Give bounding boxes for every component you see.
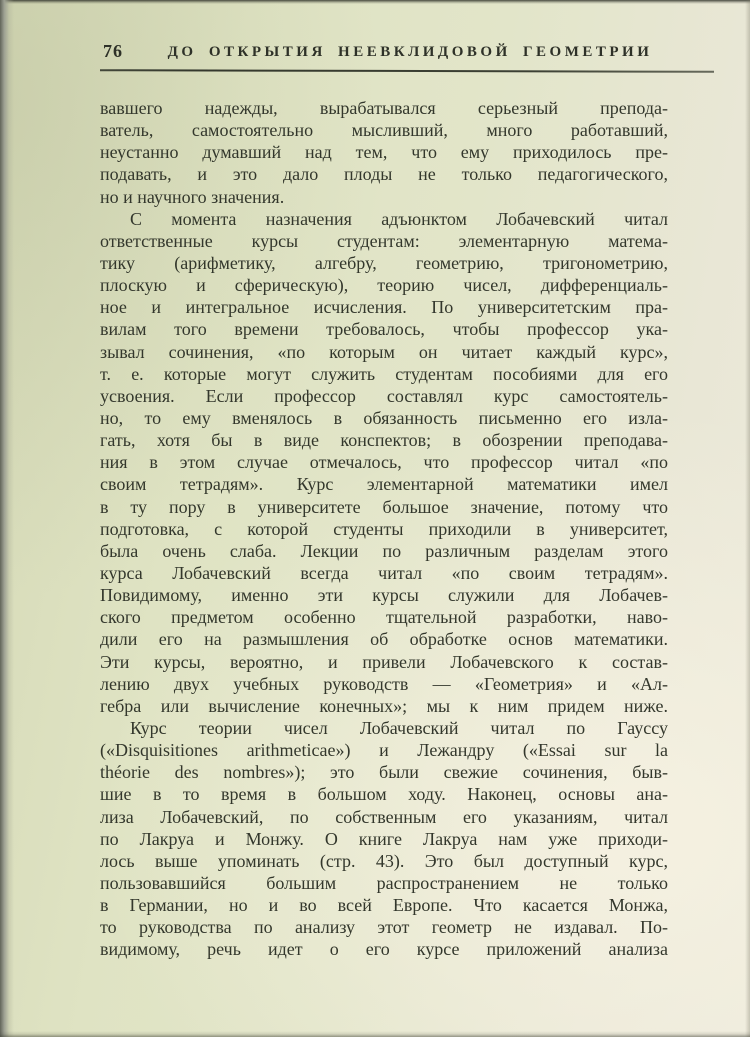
text-line: вавшего надежды, вырабатывался серьезный препода- xyxy=(100,98,668,118)
text-line: зывал сочинения, «по которым он читает каждый курс», xyxy=(100,341,668,362)
text-line: плоскую и сферическую), теорию чисел, дифференциаль- xyxy=(100,275,668,296)
text-line: ватель, самостоятельно мысливший, много работавший, xyxy=(100,120,668,141)
text-line: вилам того времени требовалось, чтобы профессор ука- xyxy=(100,319,668,340)
text-line: шие в то время в большом ходу. Наконец, основы ана- xyxy=(100,784,668,805)
text-line: тику (арифметику, алгебру, геометрию, тригонометрию, xyxy=(100,252,668,273)
text-line: ответственные курсы студентам: элементарную матема- xyxy=(100,230,668,251)
text-line: лению двух учебных руководств — «Геометрия» и «Ал- xyxy=(100,673,668,694)
text-line: гать, хотя бы в виде конспектов; в обозрении преподава- xyxy=(100,430,668,451)
text-line: гебра или вычисление конечных»; мы к ним придем ниже. xyxy=(100,695,668,716)
text-line: усвоения. Если профессор составлял курс самостоятель- xyxy=(100,385,668,406)
text-line: («Disquisitiones arithmeticae») и Лежандру («Essai sur la xyxy=(100,740,668,761)
text-line: С момента назначения адъюнктом Лобачевский читал xyxy=(130,208,668,229)
text-line: лиза Лобачевский, по собственным его указаниям, читал xyxy=(100,806,668,827)
text-block xyxy=(100,97,668,960)
text-line: была очень слаба. Лекции по различным разделам этого xyxy=(100,540,668,561)
text-line: Повидимому, именно эти курсы служили для Лобачев- xyxy=(100,585,668,606)
page-number: 76 xyxy=(103,41,123,61)
text-line: пользовавшийся большим распространением не только xyxy=(100,872,668,893)
text-line: подготовка, с которой студенты приходили в университет, xyxy=(100,518,668,539)
text-line: Курс теории чисел Лобачевский читал по Гауссу xyxy=(130,717,668,738)
text-line: своим тетрадям». Курс элементарной математики имел xyxy=(100,474,668,495)
text-line: в Германии, но и во всей Европе. Что касается Монжа, xyxy=(100,895,668,916)
running-head: ДО ОТКРЫТИЯ НЕЕВКЛИДОВОЙ ГЕОМЕТРИИ xyxy=(167,44,653,60)
text-line: видимому, речь идет о его курсе приложений анализа xyxy=(100,939,668,960)
text-line: по Лакруа и Монжу. О книге Лакруа нам уже приходи- xyxy=(100,828,668,849)
paragraph xyxy=(100,717,668,961)
paragraph xyxy=(100,208,668,717)
text-line: в ту пору в университете большое значение, потому что xyxy=(100,496,668,517)
text-line: т. е. которые могут служить студентам пособиями для его xyxy=(100,363,668,384)
text-line: Эти курсы, вероятно, и привели Лобачевского к состав- xyxy=(100,651,668,672)
text-line: ния в этом случае отмечалось, что профессор читал «по xyxy=(100,452,668,473)
text-line: но и научного значения. xyxy=(100,186,285,207)
scan-edge-top xyxy=(0,0,750,4)
text-line: лось выше упоминать (стр. 43). Это был доступный курс, xyxy=(100,850,668,871)
text-line: но, то ему вменялось в обязанность письменно его изла- xyxy=(100,407,668,428)
scan-edge-right xyxy=(745,0,750,1037)
text-line: ского предметом особенно тщательной разработки, наво- xyxy=(100,607,668,628)
header-rule xyxy=(100,69,714,73)
text-line: подавать, и это дало плоды не только педагогического, xyxy=(100,164,668,185)
text-line: ное и интегральное исчисления. По университетским пра- xyxy=(100,297,668,318)
text-line: théorie des nombres»); это были свежие сочинения, быв- xyxy=(100,762,668,783)
scan-edge-left xyxy=(0,0,14,1037)
text-line: курса Лобачевский всегда читал «по своим тетрадям». xyxy=(100,562,668,583)
text-line: дили его на размышления об обработке основ математики. xyxy=(100,629,668,650)
text-line: то руководства по анализу этот геометр не издавал. По- xyxy=(100,917,668,938)
scan-edge-bottom xyxy=(0,1031,750,1037)
text-line: неустанно думавший над тем, что ему приходилось пре- xyxy=(100,142,668,163)
paragraph xyxy=(100,97,668,208)
